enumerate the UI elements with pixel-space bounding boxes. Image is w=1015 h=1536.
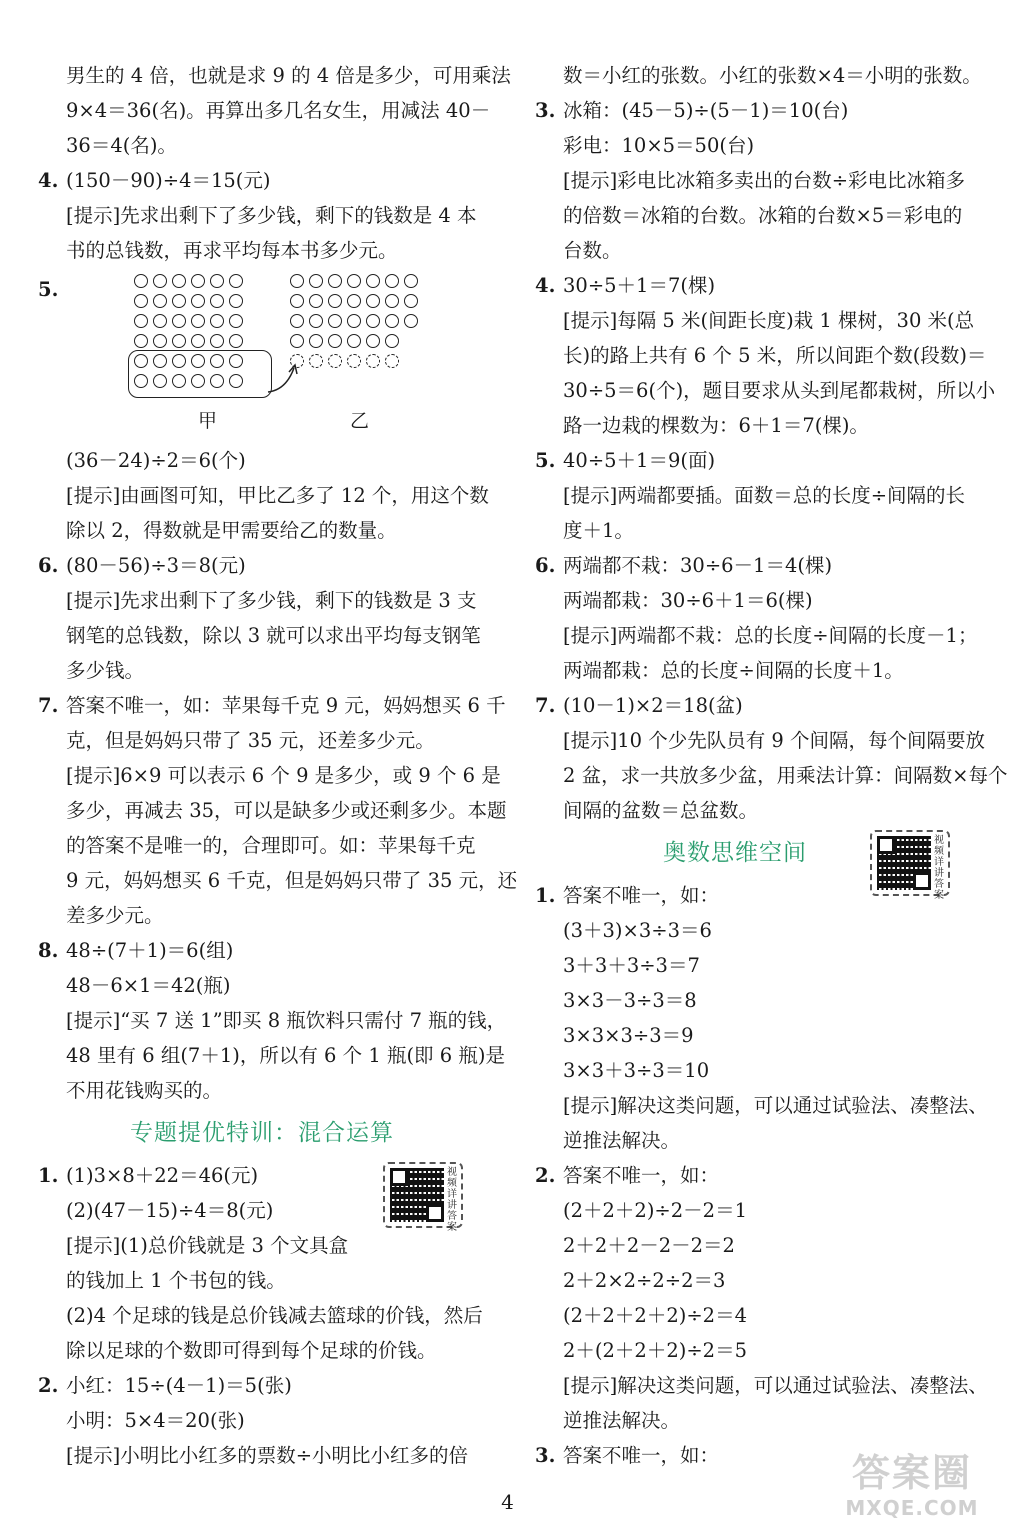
text-line: 9 元，妈妈想买 6 千克，但是妈妈只带了 35 元，还	[66, 869, 518, 892]
text-line: [提示]两端都要插。面数＝总的长度÷间隔的长	[563, 484, 966, 507]
item-number: 2.	[38, 1374, 59, 1397]
answer-7: 7. (10－1)×2＝18(盆)	[535, 688, 995, 723]
answer-4: 4. 30÷5＋1＝7(棵)	[535, 268, 995, 303]
text-line: [提示](1)总价钱就是 3 个文具盒	[66, 1234, 349, 1257]
text-line: 逆推法解决。	[563, 1129, 681, 1152]
text-line: 逆推法解决。	[563, 1409, 681, 1432]
text-line: 两端都栽：30÷6＋1＝6(棵)	[563, 589, 813, 612]
right-column	[535, 58, 1008, 1473]
answer-6: 6. 两端都不栽：30÷6－1＝4(棵)	[535, 548, 995, 583]
answer-3: 3. 答案不唯一，如：	[535, 1438, 995, 1473]
text-line: [提示]彩电比冰箱多卖出的台数÷彩电比冰箱多	[563, 169, 966, 192]
text-line: 度＋1。	[563, 519, 634, 542]
text-line: 48 里有 6 组(7＋1)，所以有 6 个 1 瓶(即 6 瓶)是	[66, 1044, 505, 1067]
text-line: [提示]10 个少先队员有 9 个间隔，每个间隔要放	[563, 729, 986, 752]
item-number: 1.	[38, 1164, 59, 1187]
item-number: 2.	[535, 1164, 556, 1187]
text-line: (2)4 个足球的钱是总价钱减去篮球的价钱，然后	[66, 1304, 483, 1327]
text-line: [提示]小明比小红多的票数÷小明比小红多的倍	[66, 1444, 469, 1467]
text-line: 2＋(2＋2＋2)÷2＝5	[563, 1339, 747, 1362]
answer-5: 5. 40÷5＋1＝9(面)	[535, 443, 995, 478]
item-number: 6.	[38, 554, 59, 577]
arrow-icon	[266, 362, 306, 396]
text-line: 数＝小红的张数。小红的张数×4＝小明的张数。	[563, 64, 982, 87]
text-line: [提示]由画图可知，甲比乙多了 12 个，用这个数	[66, 484, 489, 507]
text-line: (36－24)÷2＝6(个)	[66, 449, 246, 472]
answer-2: 2. 答案不唯一，如：	[535, 1158, 995, 1193]
item-number: 3.	[535, 99, 556, 122]
answer-8: 8. 48÷(7＋1)＝6(组)	[38, 933, 508, 968]
group-yi-circles	[290, 274, 420, 370]
text-line: 多少钱。	[66, 659, 145, 682]
text-line: (2)(47－15)÷4＝8(元)	[66, 1199, 274, 1222]
text-line: 长)的路上共有 6 个 5 米，所以间距个数(段数)＝	[563, 344, 987, 367]
item-number: 7.	[38, 694, 59, 717]
text-line: 36＝4(名)。	[66, 134, 177, 157]
item-number: 5.	[535, 449, 556, 472]
answer-2: 2. 小红：15÷(4－1)＝5(张)	[38, 1368, 508, 1403]
text-line: 30÷5＝6(个)，题目要求从头到尾都栽树，所以小	[563, 379, 996, 402]
answer-1: 1. 答案不唯一，如：	[535, 878, 995, 913]
left-column	[38, 58, 518, 1473]
text-line: [提示]解决这类问题，可以通过试验法、凑整法、	[563, 1374, 988, 1397]
text-line: 48－6×1＝42(瓶)	[66, 974, 231, 997]
text-line: 除以 2，得数就是甲需要给乙的数量。	[66, 519, 397, 542]
text-line: 2＋2×2÷2÷2＝3	[563, 1269, 726, 1292]
text-line: 两端都栽：总的长度÷间隔的长度＋1。	[563, 659, 904, 682]
item-number: 4.	[38, 169, 59, 192]
watermark-url: MXQE.COM	[845, 1496, 979, 1520]
text-line: [提示]先求出剩下了多少钱，剩下的钱数是 3 支	[66, 589, 477, 612]
text-line: 间隔的盆数＝总盆数。	[563, 799, 759, 822]
answer-1: 1. (1)3×8＋22＝46(元)	[38, 1158, 508, 1193]
text-line: (3＋3)×3÷3＝6	[563, 919, 712, 942]
label-jia: 甲	[198, 410, 218, 432]
watermark-logo	[827, 1450, 997, 1530]
item-number: 6.	[535, 554, 556, 577]
text-line: 男生的 4 倍，也就是求 9 的 4 倍是多少，可用乘法	[66, 64, 511, 87]
text-line: [提示]解决这类问题，可以通过试验法、凑整法、	[563, 1094, 988, 1117]
text-line: 2＋2＋2－2－2＝2	[563, 1234, 735, 1257]
item-number: 5.	[38, 278, 59, 301]
text-line: 钢笔的总钱数，除以 3 就可以求出平均每支钢笔	[66, 624, 481, 647]
text-line: [提示]先求出剩下了多少钱，剩下的钱数是 4 本	[66, 204, 477, 227]
text-line: [提示]6×9 可以表示 6 个 9 是多少，或 9 个 6 是	[66, 764, 501, 787]
text-line: [提示]两端都不栽：总的长度÷间隔的长度－1；	[563, 624, 978, 647]
answer-4: 4. (150－90)÷4＝15(元)	[38, 163, 508, 198]
item-number: 8.	[38, 939, 59, 962]
text-line: 的钱加上 1 个书包的钱。	[66, 1269, 286, 1292]
text-line: 路一边栽的棵数为：6＋1＝7(棵)。	[563, 414, 869, 437]
item-number: 3.	[535, 1444, 556, 1467]
answer-7: 7. 答案不唯一，如：苹果每千克 9 元，妈妈想买 6 千	[38, 688, 508, 723]
text-line: (2＋2＋2)÷2－2＝1	[563, 1199, 747, 1222]
answer-6: 6. (80－56)÷3＝8(元)	[38, 548, 508, 583]
text-line: 3×3－3÷3＝8	[563, 989, 697, 1012]
text-line: 除以足球的个数即可得到每个足球的价钱。	[66, 1339, 437, 1362]
qr-label: 视频详讲答案	[447, 1167, 457, 1233]
section-title: 专题提优特训：混合运算	[130, 1120, 394, 1146]
text-line: 书的总钱数，再求平均每本书多少元。	[66, 239, 398, 262]
text-line: (2＋2＋2＋2)÷2＝4	[563, 1304, 747, 1327]
answer-3: 3. 冰箱：(45－5)÷(5－1)＝10(台)	[535, 93, 995, 128]
text-line: 小明：5×4＝20(张)	[66, 1409, 245, 1432]
text-line: 彩电：10×5＝50(台)	[563, 134, 755, 157]
item-number: 4.	[535, 274, 556, 297]
moved-group-box	[128, 350, 272, 398]
text-line: 3＋3＋3÷3＝7	[563, 954, 700, 977]
text-line: 2 盆，求一共放多少盆，用乘法计算：间隔数×每个	[563, 764, 1008, 787]
page-number: 4	[501, 1490, 514, 1514]
text-line: 多少，再减去 35，可以是缺多少或还剩多少。本题	[66, 799, 507, 822]
text-line: [提示]每隔 5 米(间距长度)栽 1 棵树，30 米(总	[563, 309, 975, 332]
text-line: 的答案不是唯一的，合理即可。如：苹果每千克	[66, 834, 476, 857]
text-line: 台数。	[563, 239, 622, 262]
circle-diagram	[38, 268, 508, 443]
text-line: 3×3＋3÷3＝10	[563, 1059, 710, 1082]
section-title: 奥数思维空间	[663, 840, 807, 866]
qr-label: 视频详讲答案	[934, 835, 944, 901]
text-line: 克，但是妈妈只带了 35 元，还差多少元。	[66, 729, 435, 752]
watermark-text: 答案圈	[851, 1451, 972, 1495]
text-line: [提示]“买 7 送 1”即买 8 瓶饮料只需付 7 瓶的钱，	[66, 1009, 507, 1032]
label-yi: 乙	[350, 410, 370, 432]
item-number: 1.	[535, 884, 556, 907]
text-line: 9×4＝36(名)。再算出多几名女生，用减法 40－	[66, 99, 491, 122]
text-line: 差多少元。	[66, 904, 164, 927]
text-line: 的倍数＝冰箱的台数。冰箱的台数×5＝彩电的	[563, 204, 963, 227]
text-line: 不用花钱购买的。	[66, 1079, 223, 1102]
text-line: 3×3×3÷3＝9	[563, 1024, 694, 1047]
item-number: 7.	[535, 694, 556, 717]
